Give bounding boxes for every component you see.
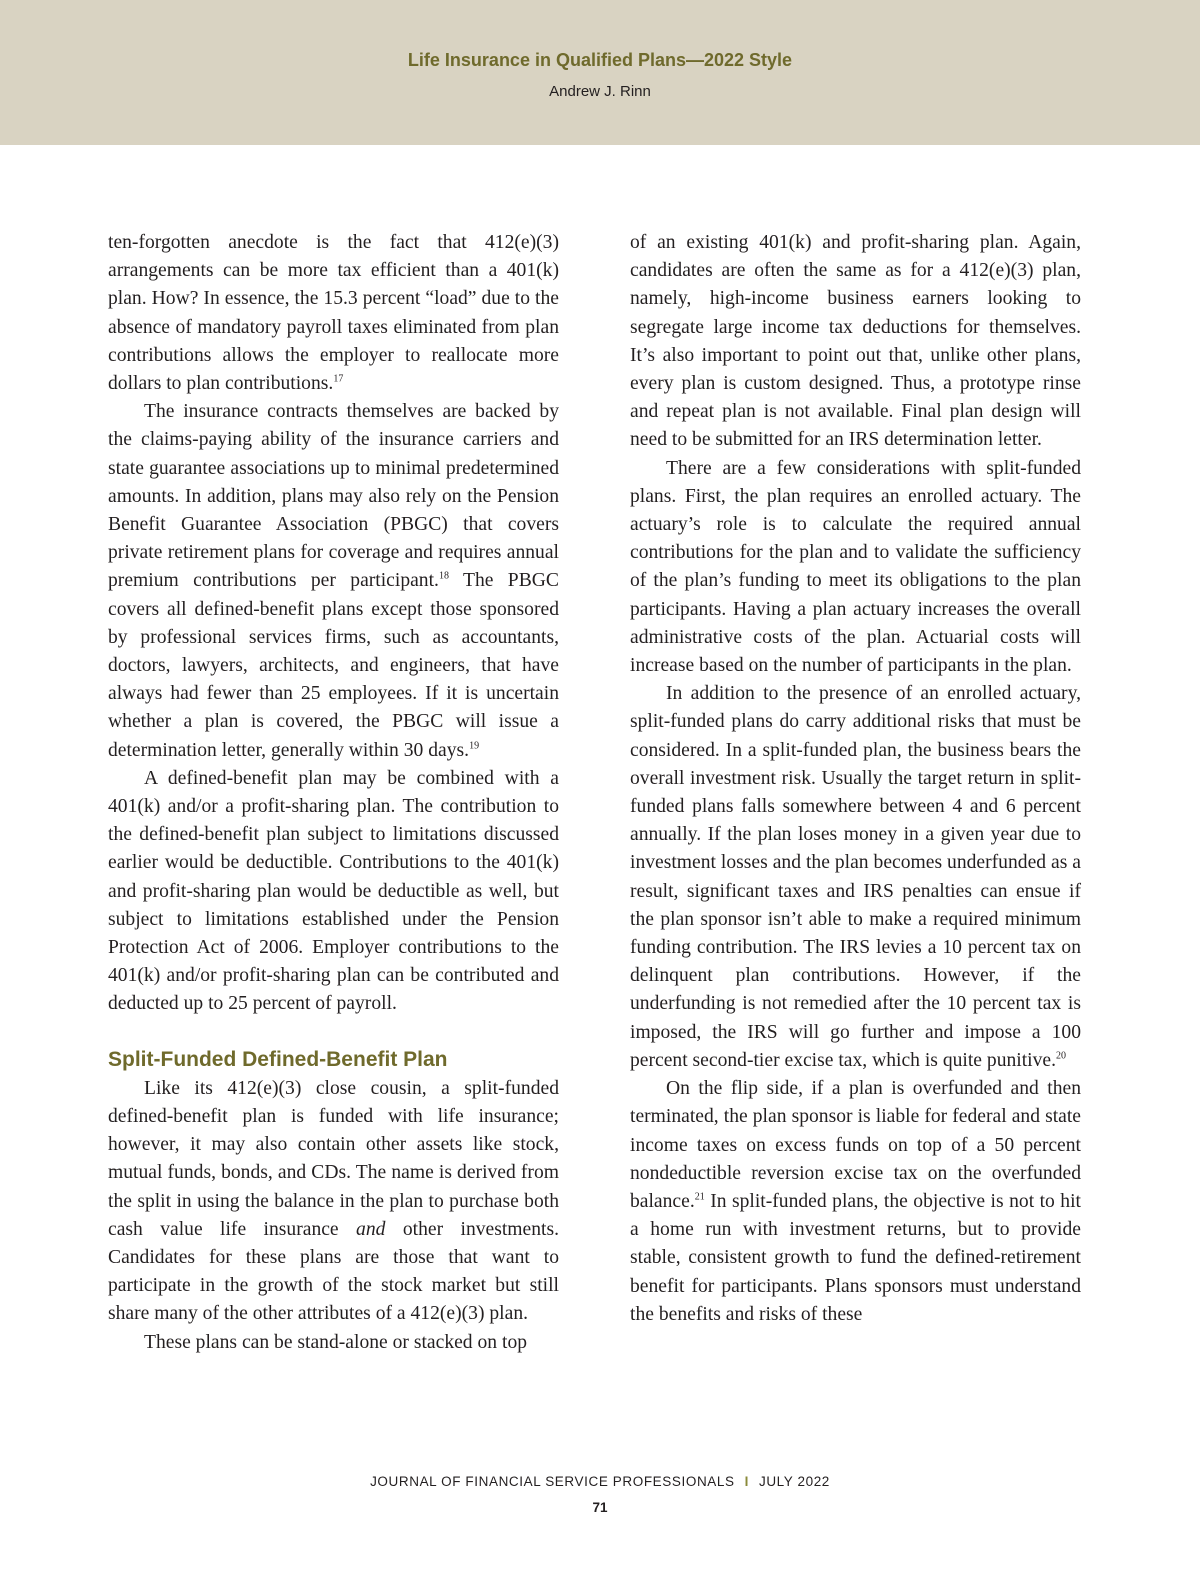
- paragraph: [630, 1075, 1081, 1329]
- paragraph: [108, 1075, 559, 1329]
- journal-name: JOURNAL OF FINANCIAL SERVICE PROFESSIONALS: [370, 1474, 735, 1489]
- footnote-ref: 17: [333, 373, 344, 385]
- issue-date: JULY 2022: [758, 1474, 830, 1489]
- paragraph-text: There are a few considerations with split-funded plans. First, the plan requires an enrolled actuary. The actuary’s role is to calculate the required annual contributions for the plan and to validate the sufficiency of the plan’s funding to meet its obligations to the plan participants. Having a plan actuary increases the overall administrative costs of the plan. Actuarial costs will increase based on the number of participants in the plan.: [630, 457, 1081, 677]
- article-author: Andrew J. Rinn: [549, 83, 651, 100]
- emphasis-text: and: [356, 1218, 386, 1240]
- paragraph-text: In split-funded plans, the objective is not to hit a home run with investment returns, but to provide stable, consistent growth to fund the defined-retirement benefit for participants. Plans sponsors must understand the benefits and risks of these: [630, 1190, 1081, 1325]
- paragraph-text: ten-forgotten anecdote is the fact that 412(e)(3) arrangements can be more tax efficient than a 401(k) plan. How? In essence, the 15.3 percent “load” due to the absence of mandatory payroll taxes eliminated from plan contributions allows the employer to reallocate more dollars to plan contributions.: [108, 232, 559, 395]
- footnote-ref: 18: [438, 570, 449, 582]
- paragraph: [108, 229, 559, 398]
- paragraph-text: Like its 412(e)(3) close cousin, a split-funded defined-benefit plan is funded with life insurance; however, it may also contain other assets like stock, mutual funds, bonds, and CDs. The name is derived from the split in using the balance in the plan to purchase both cash value life insurance: [108, 1077, 559, 1240]
- section-heading: Split-Funded Defined-Benefit Plan: [108, 1047, 448, 1071]
- article-title: Life Insurance in Qualified Plans—2022 Style: [407, 50, 793, 70]
- footnote-ref: 21: [694, 1191, 705, 1203]
- footer-journal-line: [0, 1474, 1200, 1489]
- footnote-ref: 20: [1056, 1050, 1067, 1062]
- paragraph: [108, 398, 559, 765]
- footnote-ref: 19: [469, 740, 480, 752]
- page-number: 71: [592, 1500, 608, 1515]
- paragraph-text: In addition to the presence of an enrolled actuary, split-funded plans do carry additional risks that must be considered. In a split-funded plan, the business bears the overall investment risk. Usually the target return in split-funded plans falls somewhere between 4 and 6 percent annually. If the plan loses money in a given year due to investment losses and the plan becomes underfunded as a result, significant taxes and IRS penalties can ensue if the plan sponsor isn’t able to make a required minimum funding contribution. The IRS levies a 10 percent tax on delinquent plan contributions. However, if the underfunding is not remedied after the 10 percent tax is imposed, the IRS will go further and impose a 100 percent second-tier excise tax, which is quite punitive.: [630, 683, 1081, 1071]
- paragraph: [630, 229, 1081, 455]
- footer-separator: I: [744, 1474, 749, 1489]
- paragraph: [630, 455, 1081, 681]
- paragraph-text: The PBGC covers all defined-benefit plans except those sponsored by professional services firms, such as accountants, doctors, lawyers, architects, and engineers, that have always had fewer than 25 employees. If it is uncertain whether a plan is covered, the PBGC will issue a determination letter, generally within 30 days.: [108, 570, 559, 761]
- paragraph-text: of an existing 401(k) and profit-sharing plan. Again, candidates are often the same as for a 412(e)(3) plan, namely, high-income business earners looking to segregate large income tax deductions for themselves. It’s also important to point out that, unlike other plans, every plan is custom designed. Thus, a prototype rinse and repeat plan is not available. Final plan design will need to be submitted for an IRS determination letter.: [630, 232, 1081, 451]
- paragraph: [108, 1329, 559, 1357]
- paragraph: [630, 680, 1081, 1075]
- paragraph-text: On the flip side, if a plan is overfunded and then terminated, the plan sponsor is liable for federal and state income taxes on excess funds on top of a 50 percent nondeductible reversion excise tax on the overfunded balance.: [630, 1078, 1081, 1212]
- paragraph-text: other investments. Candidates for these plans are those that want to participate in the growth of the stock market but still share many of the other attributes of a 412(e)(3) plan.: [108, 1218, 560, 1325]
- paragraph-text: These plans can be stand-alone or stacked on top: [144, 1331, 528, 1353]
- paragraph-text: A defined-benefit plan may be combined with a 401(k) and/or a profit-sharing plan. The contribution to the defined-benefit plan subject to limitations discussed earlier would be deductible. Contributions to the 401(k) and profit-sharing plan would be deductible as well, but subject to limitations established under the Pension Protection Act of 2006. Employer contributions to the 401(k) and/or profit-sharing plan can be contributed and deducted up to 25 percent of payroll.: [108, 767, 559, 1015]
- right-column: [630, 229, 1081, 1329]
- left-column: [108, 229, 559, 1357]
- header-band: [0, 0, 1200, 145]
- paragraph-text: The insurance contracts themselves are backed by the claims-paying ability of the insurance carriers and state guarantee associations up to minimal predetermined amounts. In addition, plans may also rely on the Pension Benefit Guarantee Association (PBGC) that covers private retirement plans for coverage and requires annual premium contributions per participant.: [108, 401, 559, 592]
- paragraph: [108, 765, 559, 1019]
